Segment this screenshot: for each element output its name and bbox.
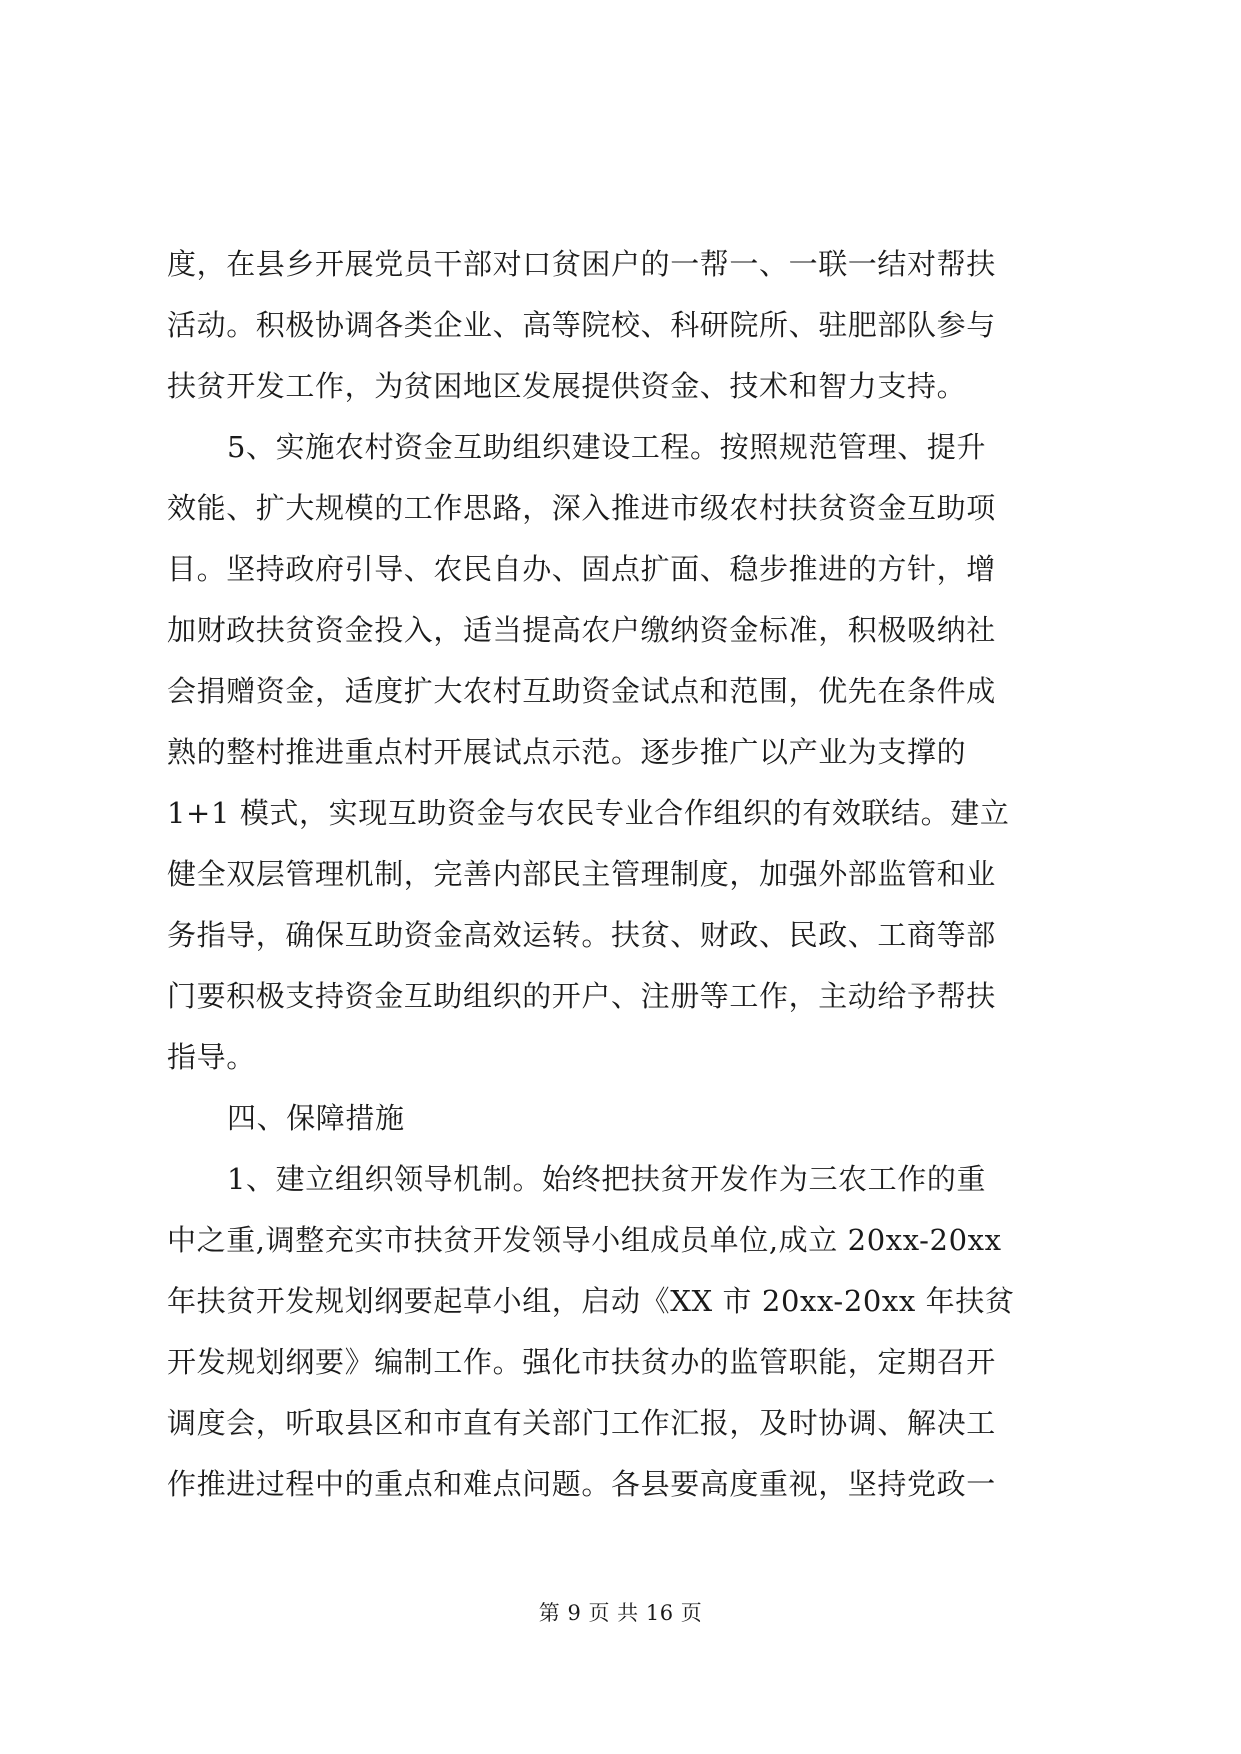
text-line: 调度会，听取县区和市直有关部门工作汇报，及时协调、解决工 [167, 1406, 996, 1440]
text-line: 1、建立组织领导机制。始终把扶贫开发作为三农工作的重 [227, 1162, 987, 1196]
text-line: 作推进过程中的重点和难点问题。各县要高度重视，坚持党政一 [167, 1467, 996, 1501]
text-line: 开发规划纲要》编制工作。强化市扶贫办的监管职能，定期召开 [167, 1345, 996, 1379]
text-line: 门要积极支持资金互助组织的开户、注册等工作，主动给予帮扶 [167, 979, 996, 1013]
text-line: 加财政扶贫资金投入，适当提高农户缴纳资金标准，积极吸纳社 [167, 613, 996, 647]
text-line: 1+1 模式，实现互助资金与农民专业合作组织的有效联结。建立 [167, 796, 1010, 830]
text-line: 中之重,调整充实市扶贫开发领导小组成员单位,成立 20xx-20xx [167, 1223, 1002, 1257]
text-line: 年扶贫开发规划纲要起草小组，启动《XX 市 20xx-20xx 年扶贫 [167, 1284, 1015, 1318]
document-body [167, 234, 1072, 1515]
text-line: 5、实施农村资金互助组织建设工程。按照规范管理、提升 [227, 430, 987, 464]
section-heading: 四、保障措施 [227, 1101, 405, 1135]
text-line: 指导。 [167, 1040, 256, 1074]
page-footer: 第 9 页 共 16 页 [538, 1601, 703, 1625]
text-line: 健全双层管理机制，完善内部民主管理制度，加强外部监管和业 [167, 857, 996, 891]
text-line: 会捐赠资金，适度扩大农村互助资金试点和范围，优先在条件成 [167, 674, 996, 708]
text-line: 目。坚持政府引导、农民自办、固点扩面、稳步推进的方针，增 [167, 552, 996, 586]
text-line: 活动。积极协调各类企业、高等院校、科研院所、驻肥部队参与 [167, 308, 996, 342]
text-line: 务指导，确保互助资金高效运转。扶贫、财政、民政、工商等部 [167, 918, 996, 952]
text-line: 熟的整村推进重点村开展试点示范。逐步推广以产业为支撑的 [167, 735, 967, 769]
text-line: 扶贫开发工作，为贫困地区发展提供资金、技术和智力支持。 [167, 369, 967, 403]
text-line: 度，在县乡开展党员干部对口贫困户的一帮一、一联一结对帮扶 [167, 247, 996, 281]
text-line: 效能、扩大规模的工作思路，深入推进市级农村扶贫资金互助项 [167, 491, 996, 525]
